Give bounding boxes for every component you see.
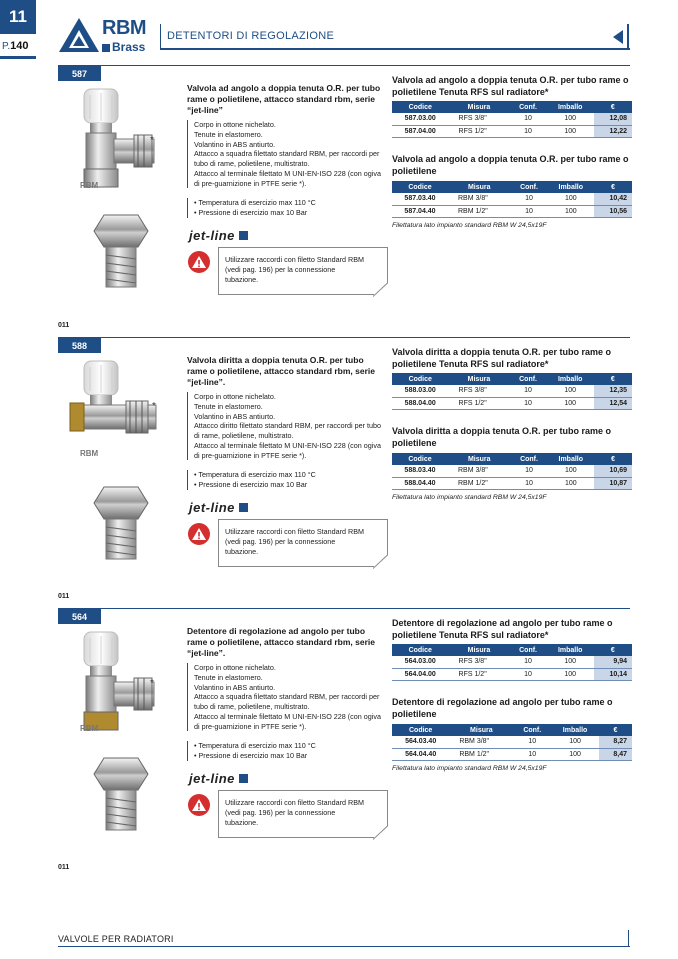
price-table-rbm <box>392 453 632 490</box>
jet-line-mark-icon <box>239 774 248 783</box>
table-header-cell: Imballo <box>547 644 594 656</box>
product-code: 564.04.00 <box>392 668 449 680</box>
logo-main-text: RBM <box>102 17 147 39</box>
table-header-row <box>392 373 632 385</box>
product-size: RFS 3/8" <box>449 656 510 668</box>
table-header-cell: € <box>594 101 632 113</box>
product-price: 9,94 <box>594 656 632 668</box>
spec-bullet: • Pressione di esercizio max 10 Bar <box>194 480 382 490</box>
product-code: 587.03.40 <box>392 193 448 205</box>
spec-bullet: • Temperatura di esercizio max 110 °C <box>194 741 382 751</box>
product-size: RFS 1/2" <box>449 125 510 137</box>
table-footnote: Filettatura lato impianto standard RBM W 24,5x19F <box>392 494 547 501</box>
description-line: Attacco al terminale filettato M UNI-EN-ISO 228 (con ogiva di pre-guarnizione in PTFE serie *). <box>194 711 381 731</box>
table-row <box>392 205 632 217</box>
spec-bullet: • Temperatura di esercizio max 110 °C <box>194 470 382 480</box>
usage-note-text: Utilizzare raccordi con filetto Standard RBM (vedi pag. 196) per la connessione tubazione. <box>225 255 365 285</box>
table-header-cell: Codice <box>392 101 449 113</box>
left-strip <box>0 56 36 59</box>
section-index-number: 011 <box>58 322 70 329</box>
table-header-cell: Imballo <box>547 101 594 113</box>
product-price: 10,14 <box>594 668 632 680</box>
description-line: Volantino in ABS antiurto. <box>194 139 276 149</box>
description-line: Attacco a squadra filettato standard RBM, per raccordi per tubo di rame, polietilene, multistrato. <box>194 692 380 712</box>
product-description <box>187 392 382 460</box>
product-size: RFS 1/2" <box>449 397 510 409</box>
table-header-cell: Imballo <box>551 724 599 736</box>
table1-title: Valvola diritta a doppia tenuta O.R. per tubo rame o polietilene Tenuta RFS sul radiatore* <box>392 347 612 370</box>
section-divider <box>58 337 630 338</box>
table1-title: Valvola ad angolo a doppia tenuta O.R. per tubo rame o polietilene Tenuta RFS sul radiatore* <box>392 75 629 98</box>
table-row <box>392 748 632 760</box>
table-row <box>392 656 632 668</box>
table2-title: Detentore di regolazione ad angolo per tubo rame o polietilene <box>392 697 613 720</box>
product-size: RBM 3/8" <box>448 193 511 205</box>
product-pack: 100 <box>547 113 594 125</box>
product-title: Valvola diritta a doppia tenuta O.R. per tubo rame o polietilene, attacco standard rbm, serie “jet-line”. <box>187 355 376 388</box>
product-conf: 10 <box>513 748 551 760</box>
spec-bullets <box>187 470 382 490</box>
table-header-cell: € <box>594 644 632 656</box>
product-conf: 10 <box>509 656 546 668</box>
spec-bullets <box>187 741 382 761</box>
description-line: Volantino in ABS antiurto. <box>194 682 276 692</box>
valve-illustration <box>66 628 166 858</box>
table-footnote: Filettatura lato impianto standard RBM W 24,5x19F <box>392 222 547 229</box>
product-price: 12,54 <box>594 397 632 409</box>
product-code: 564.04.40 <box>392 748 449 760</box>
table-header-row <box>392 101 632 113</box>
note-corner <box>373 247 388 297</box>
product-code-tab: 587 <box>58 66 101 81</box>
table-header-cell: Conf. <box>509 373 546 385</box>
product-pack: 100 <box>547 656 594 668</box>
product-pack: 100 <box>547 125 594 137</box>
image-brand-label: RBM <box>80 724 99 733</box>
description-line: Tenute in elastomero. <box>194 129 263 139</box>
price-table-rbm <box>392 724 632 761</box>
image-star-marker: * <box>150 678 154 689</box>
price-table-rfs <box>392 644 632 681</box>
product-price: 10,42 <box>594 193 632 205</box>
header-end-bar <box>627 24 629 50</box>
section-divider <box>58 65 630 66</box>
footer-divider <box>58 946 630 947</box>
jet-line-logo: jet-line <box>189 771 248 786</box>
product-pack: 100 <box>551 736 599 748</box>
spec-bullets <box>187 198 382 218</box>
table-header-cell: Misura <box>449 644 510 656</box>
product-pack: 100 <box>547 397 594 409</box>
page-title: DETENTORI DI REGOLAZIONE <box>167 30 335 42</box>
note-corner <box>373 790 388 840</box>
table-header-cell: Conf. <box>513 724 551 736</box>
header-separator <box>160 24 161 50</box>
image-brand-label: RBM <box>80 181 99 190</box>
description-line: Corpo in ottone nichelato. <box>194 663 276 672</box>
table-row <box>392 113 632 125</box>
product-pack: 100 <box>547 668 594 680</box>
product-conf: 10 <box>511 193 548 205</box>
description-line: Volantino in ABS antiurto. <box>194 411 276 421</box>
table1-title: Detentore di regolazione ad angolo per tubo rame o polietilene Tenuta RFS sul radiatore* <box>392 618 613 641</box>
product-conf: 10 <box>509 113 546 125</box>
product-code: 588.04.40 <box>392 477 448 489</box>
table-row <box>392 477 632 489</box>
product-pack: 100 <box>547 385 594 397</box>
spec-bullet: • Temperatura di esercizio max 110 °C <box>194 198 382 208</box>
table-header-cell: Misura <box>449 724 513 736</box>
spec-bullet: • Pressione di esercizio max 10 Bar <box>194 751 382 761</box>
table-header-cell: Conf. <box>509 101 546 113</box>
table-header-cell: Codice <box>392 453 448 465</box>
usage-note-text: Utilizzare raccordi con filetto Standard RBM (vedi pag. 196) per la connessione tubazione. <box>225 798 365 828</box>
product-conf: 10 <box>511 477 548 489</box>
product-price: 12,08 <box>594 113 632 125</box>
logo-triangle-icon <box>58 16 100 54</box>
product-price: 8,27 <box>599 736 632 748</box>
usage-note <box>218 519 374 567</box>
table-header-cell: Misura <box>449 101 510 113</box>
product-image <box>66 628 166 858</box>
description-line: Corpo in ottone nichelato. <box>194 120 276 129</box>
table-row <box>392 397 632 409</box>
product-code: 588.03.40 <box>392 465 448 477</box>
product-image <box>66 357 166 587</box>
section-index-number: 011 <box>58 593 70 600</box>
section-divider <box>58 608 630 609</box>
price-table-rfs <box>392 373 632 410</box>
price-table-rbm <box>392 181 632 218</box>
section-index-number: 011 <box>58 864 70 871</box>
product-description <box>187 120 382 188</box>
description-line: Attacco al terminale filettato M UNI-EN-ISO 228 (con ogiva di pre-guarnizione in PTFE serie *). <box>194 168 381 188</box>
product-conf: 10 <box>511 205 548 217</box>
header-divider <box>160 48 630 50</box>
product-description <box>187 663 382 731</box>
spec-bullet: • Pressione di esercizio max 10 Bar <box>194 208 382 218</box>
image-brand-label: RBM <box>80 449 99 458</box>
table-header-row <box>392 453 632 465</box>
description-line: Tenute in elastomero. <box>194 401 263 411</box>
image-star-marker: * <box>152 401 156 412</box>
table-row <box>392 736 632 748</box>
product-size: RFS 3/8" <box>449 113 510 125</box>
product-image <box>66 85 166 315</box>
jet-line-mark-icon <box>239 231 248 240</box>
product-price: 10,87 <box>594 477 632 489</box>
price-table-rfs <box>392 101 632 138</box>
product-conf: 10 <box>509 385 546 397</box>
chapter-tab: 11 <box>0 0 36 34</box>
table-header-cell: Imballo <box>548 181 595 193</box>
table-header-cell: Codice <box>392 724 449 736</box>
product-code: 587.04.40 <box>392 205 448 217</box>
product-code: 587.03.00 <box>392 113 449 125</box>
table-header-cell: € <box>594 181 632 193</box>
product-price: 10,69 <box>594 465 632 477</box>
product-pack: 100 <box>548 205 595 217</box>
table-header-cell: Codice <box>392 181 448 193</box>
image-star-marker: * <box>150 135 154 146</box>
warning-icon <box>188 523 210 545</box>
jet-line-logo: jet-line <box>189 228 248 243</box>
table-header-cell: Misura <box>449 373 510 385</box>
table-row <box>392 668 632 680</box>
table-header-cell: Codice <box>392 373 449 385</box>
product-pack: 100 <box>548 465 595 477</box>
table2-title: Valvola diritta a doppia tenuta O.R. per tubo rame o polietilene <box>392 426 612 449</box>
product-price: 12,35 <box>594 385 632 397</box>
product-conf: 10 <box>513 736 551 748</box>
table-header-cell: Imballo <box>548 453 595 465</box>
description-line: Attacco a squadra filettato standard RBM, per raccordi per tubo di rame, polietilene, multistrato. <box>194 149 380 169</box>
table-header-cell: € <box>599 724 632 736</box>
logo-sub-text: Brass <box>102 40 145 54</box>
product-code: 588.03.00 <box>392 385 449 397</box>
table-header-row <box>392 181 632 193</box>
product-price: 10,56 <box>594 205 632 217</box>
product-price: 12,22 <box>594 125 632 137</box>
valve-illustration <box>66 85 166 315</box>
product-conf: 10 <box>511 465 548 477</box>
table-header-cell: Conf. <box>511 453 548 465</box>
product-title: Valvola ad angolo a doppia tenuta O.R. per tubo rame o polietilene, attacco standard rbm, serie “jet-line” <box>187 83 381 116</box>
product-code: 587.04.00 <box>392 125 449 137</box>
product-size: RBM 1/2" <box>449 748 513 760</box>
product-size: RBM 3/8" <box>448 465 511 477</box>
product-pack: 100 <box>548 477 595 489</box>
usage-note <box>218 790 374 838</box>
product-size: RFS 3/8" <box>449 385 510 397</box>
product-pack: 100 <box>551 748 599 760</box>
product-size: RBM 1/2" <box>448 205 511 217</box>
footer-end-bar <box>628 930 629 946</box>
product-code: 564.03.00 <box>392 656 449 668</box>
product-code-tab: 564 <box>58 609 101 624</box>
jet-line-logo: jet-line <box>189 500 248 515</box>
rbm-logo <box>58 16 158 56</box>
table-footnote: Filettatura lato impianto standard RBM W 24,5x19F <box>392 765 547 772</box>
product-code-tab: 588 <box>58 338 101 353</box>
table-header-row <box>392 724 632 736</box>
usage-note-text: Utilizzare raccordi con filetto Standard RBM (vedi pag. 196) per la connessione tubazione. <box>225 527 365 557</box>
table-header-cell: € <box>594 373 632 385</box>
table-header-cell: Misura <box>448 181 511 193</box>
table-header-cell: Conf. <box>511 181 548 193</box>
product-size: RBM 1/2" <box>448 477 511 489</box>
product-pack: 100 <box>548 193 595 205</box>
table2-title: Valvola ad angolo a doppia tenuta O.R. per tubo rame o polietilene <box>392 154 629 177</box>
product-code: 588.04.00 <box>392 397 449 409</box>
product-code: 564.03.40 <box>392 736 449 748</box>
table-header-cell: € <box>594 453 632 465</box>
description-line: Attacco diritto filettato standard RBM, per raccordi per tubo di rame, polietilene, multistrato. <box>194 421 381 441</box>
product-price: 8,47 <box>599 748 632 760</box>
product-size: RBM 3/8" <box>449 736 513 748</box>
product-size: RFS 1/2" <box>449 668 510 680</box>
table-row <box>392 193 632 205</box>
description-line: Corpo in ottone nichelato. <box>194 392 276 401</box>
page-number: P.140 <box>2 40 29 52</box>
note-corner <box>373 519 388 569</box>
valve-illustration <box>66 357 166 587</box>
back-arrow-icon[interactable] <box>613 30 623 44</box>
table-header-cell: Imballo <box>547 373 594 385</box>
jet-line-mark-icon <box>239 503 248 512</box>
table-header-cell: Misura <box>448 453 511 465</box>
product-conf: 10 <box>509 668 546 680</box>
table-row <box>392 465 632 477</box>
table-row <box>392 385 632 397</box>
table-header-cell: Codice <box>392 644 449 656</box>
footer-text: VALVOLE PER RADIATORI <box>58 934 174 944</box>
warning-icon <box>188 794 210 816</box>
table-header-row <box>392 644 632 656</box>
product-title: Detentore di regolazione ad angolo per tubo rame o polietilene, attacco standard rbm, serie “jet-line”. <box>187 626 376 659</box>
table-row <box>392 125 632 137</box>
description-line: Tenute in elastomero. <box>194 672 263 682</box>
product-conf: 10 <box>509 397 546 409</box>
table-header-cell: Conf. <box>509 644 546 656</box>
description-line: Attacco al terminale filettato M UNI-EN-ISO 228 (con ogiva di pre-guarnizione in PTFE serie *). <box>194 440 381 460</box>
usage-note <box>218 247 374 295</box>
product-conf: 10 <box>509 125 546 137</box>
warning-icon <box>188 251 210 273</box>
